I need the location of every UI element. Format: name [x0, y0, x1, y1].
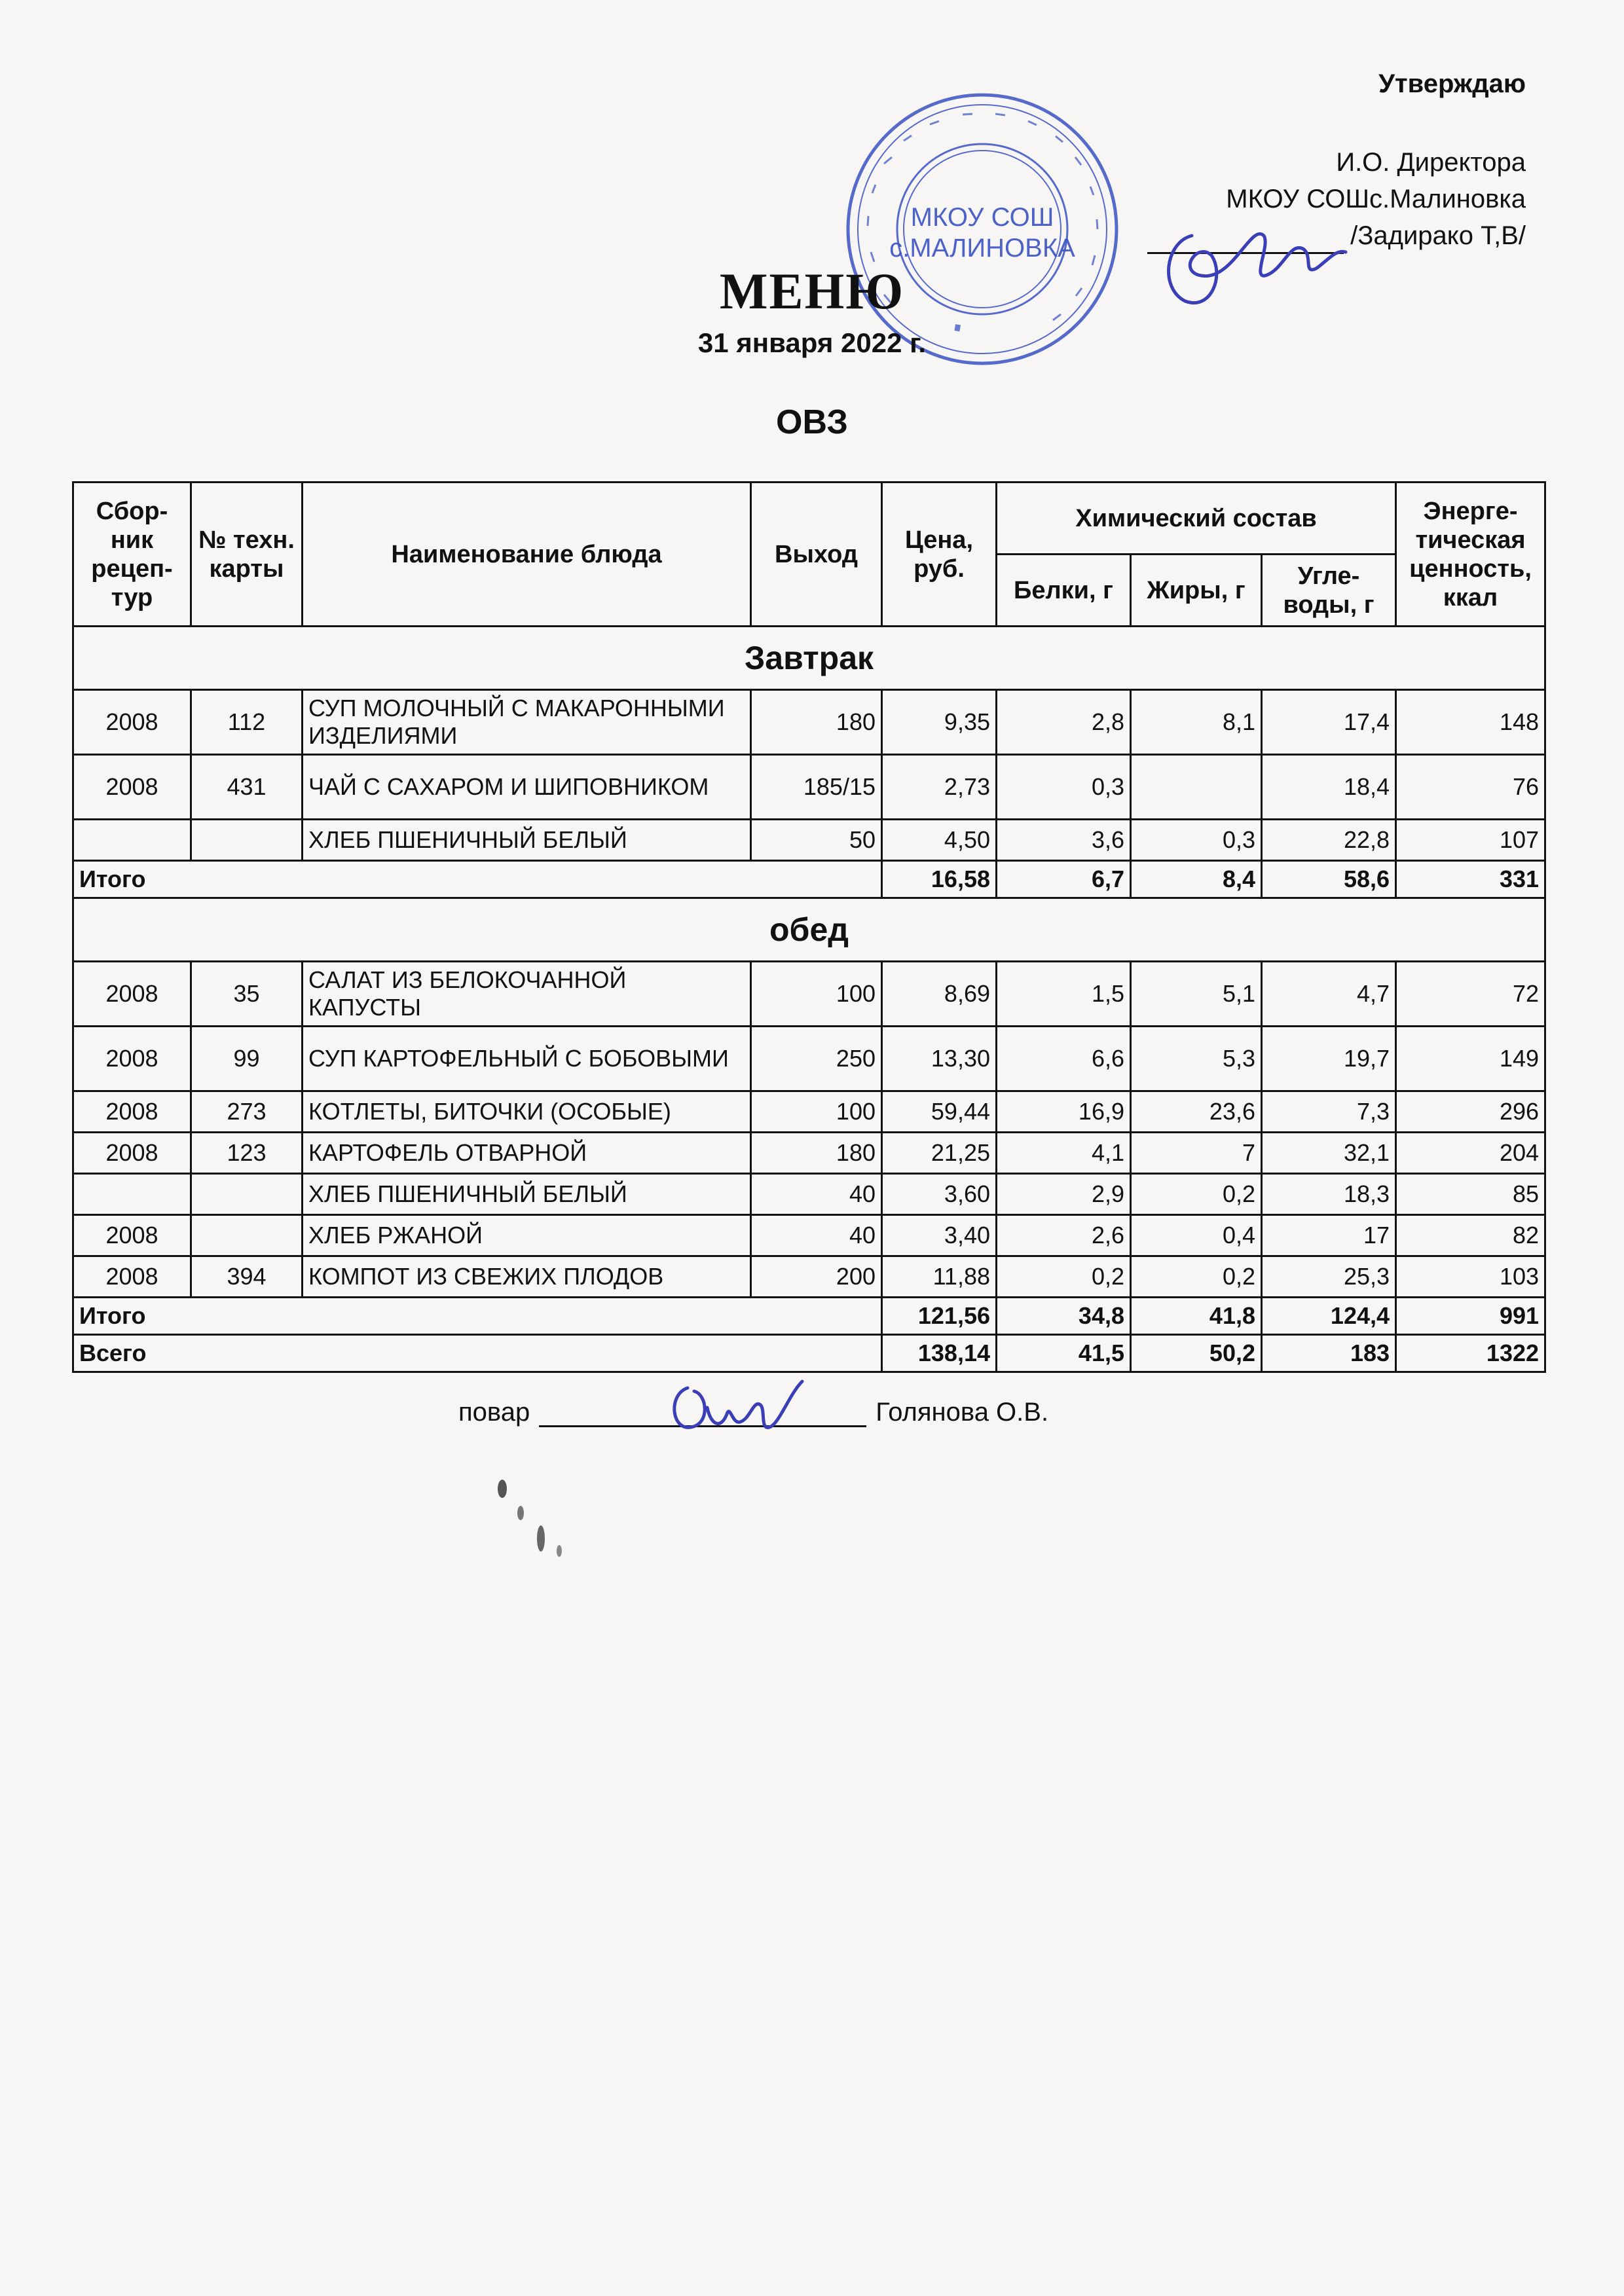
- cell-collection: 2008: [73, 1027, 191, 1091]
- cell-energy: 148: [1396, 690, 1545, 755]
- subtotal-price: 121,56: [882, 1298, 997, 1335]
- grand-total-price: 138,14: [882, 1335, 997, 1372]
- menu-table: [72, 481, 1546, 1373]
- scan-speck: [537, 1525, 545, 1552]
- approver-role: И.О. Директора: [1336, 148, 1526, 177]
- cell-name: КАРТОФЕЛЬ ОТВАРНОЙ: [303, 1133, 751, 1174]
- subtotal-label: Итого: [73, 861, 882, 898]
- table-row: [73, 1256, 1545, 1298]
- cell-output: 200: [751, 1256, 882, 1298]
- subtotal-energy: 331: [1396, 861, 1545, 898]
- subtotal-proteins: 6,7: [997, 861, 1131, 898]
- cell-price: 3,60: [882, 1174, 997, 1215]
- cell-energy: 107: [1396, 820, 1545, 861]
- cell-output: 250: [751, 1027, 882, 1091]
- cell-proteins: 2,8: [997, 690, 1131, 755]
- subtotal-fats: 41,8: [1131, 1298, 1262, 1335]
- cell-proteins: 4,1: [997, 1133, 1131, 1174]
- cell-price: 13,30: [882, 1027, 997, 1091]
- cell-collection: 2008: [73, 690, 191, 755]
- cell-proteins: 6,6: [997, 1027, 1131, 1091]
- cell-price: 8,69: [882, 962, 997, 1027]
- cell-proteins: 3,6: [997, 820, 1131, 861]
- table-row: [73, 690, 1545, 755]
- cell-name: САЛАТ ИЗ БЕЛОКОЧАННОЙ КАПУСТЫ: [303, 962, 751, 1027]
- cell-card: 273: [191, 1091, 303, 1133]
- table-row: [73, 962, 1545, 1027]
- table-row: [73, 820, 1545, 861]
- cell-energy: 296: [1396, 1091, 1545, 1133]
- section-title: Завтрак: [73, 627, 1545, 690]
- cell-proteins: 0,2: [997, 1256, 1131, 1298]
- cell-name: СУП КАРТОФЕЛЬНЫЙ С БОБОВЫМИ: [303, 1027, 751, 1091]
- approver-org: МКОУ СОШс.Малиновка: [1226, 185, 1526, 213]
- cell-energy: 85: [1396, 1174, 1545, 1215]
- approve-label: Утверждаю: [1378, 69, 1526, 98]
- approver-name: /Задирако Т,В/: [1350, 221, 1526, 250]
- cell-output: 40: [751, 1215, 882, 1256]
- subtotal-row: [73, 1298, 1545, 1335]
- cook-name: Голянова О.В.: [876, 1398, 1049, 1427]
- scan-speck: [517, 1506, 524, 1520]
- cell-price: 9,35: [882, 690, 997, 755]
- cell-carbs: 4,7: [1262, 962, 1396, 1027]
- grand-total-carbs: 183: [1262, 1335, 1396, 1372]
- grand-total-row: [73, 1335, 1545, 1372]
- cell-fats: 0,2: [1131, 1256, 1262, 1298]
- cell-output: 180: [751, 690, 882, 755]
- cell-collection: [73, 1174, 191, 1215]
- cell-collection: 2008: [73, 1215, 191, 1256]
- subtotal-carbs: 124,4: [1262, 1298, 1396, 1335]
- header-chemical: Химический состав: [997, 483, 1396, 555]
- cell-name: КОМПОТ ИЗ СВЕЖИХ ПЛОДОВ: [303, 1256, 751, 1298]
- subtotal-price: 16,58: [882, 861, 997, 898]
- header-price: Цена, руб.: [882, 483, 997, 627]
- cell-card: 123: [191, 1133, 303, 1174]
- subtotal-fats: 8,4: [1131, 861, 1262, 898]
- subtotal-carbs: 58,6: [1262, 861, 1396, 898]
- grand-total-proteins: 41,5: [997, 1335, 1131, 1372]
- cell-fats: 0,3: [1131, 820, 1262, 861]
- table-row: [73, 1215, 1545, 1256]
- cell-price: 59,44: [882, 1091, 997, 1133]
- cell-proteins: 2,6: [997, 1215, 1131, 1256]
- cell-energy: 82: [1396, 1215, 1545, 1256]
- cell-energy: 103: [1396, 1256, 1545, 1298]
- cell-collection: 2008: [73, 1091, 191, 1133]
- cell-name: КОТЛЕТЫ, БИТОЧКИ (ОСОБЫЕ): [303, 1091, 751, 1133]
- cell-carbs: 22,8: [1262, 820, 1396, 861]
- cell-fats: 23,6: [1131, 1091, 1262, 1133]
- cell-card: 394: [191, 1256, 303, 1298]
- cell-carbs: 18,3: [1262, 1174, 1396, 1215]
- table-row: [73, 755, 1545, 820]
- cell-output: 180: [751, 1133, 882, 1174]
- table-row: [73, 1027, 1545, 1091]
- header-dish-name: Наименование блюда: [303, 483, 751, 627]
- cell-output: 185/15: [751, 755, 882, 820]
- cell-collection: 2008: [73, 962, 191, 1027]
- cell-carbs: 17,4: [1262, 690, 1396, 755]
- cell-energy: 72: [1396, 962, 1545, 1027]
- cell-card: 35: [191, 962, 303, 1027]
- cook-label: повар: [458, 1398, 530, 1427]
- cell-name: ХЛЕБ РЖАНОЙ: [303, 1215, 751, 1256]
- header-card-number: № техн. карты: [191, 483, 303, 627]
- cell-price: 21,25: [882, 1133, 997, 1174]
- cell-card: 431: [191, 755, 303, 820]
- cook-signature: [661, 1368, 805, 1447]
- grand-total-energy: 1322: [1396, 1335, 1545, 1372]
- cell-collection: 2008: [73, 755, 191, 820]
- cell-name: СУП МОЛОЧНЫЙ С МАКАРОННЫМИ ИЗДЕЛИЯМИ: [303, 690, 751, 755]
- cell-output: 40: [751, 1174, 882, 1215]
- cell-proteins: 2,9: [997, 1174, 1131, 1215]
- cell-collection: 2008: [73, 1256, 191, 1298]
- header-proteins: Белки, г: [997, 555, 1131, 627]
- cell-fats: 7: [1131, 1133, 1262, 1174]
- subtotal-label: Итого: [73, 1298, 882, 1335]
- header-energy: Энерге-тическая ценность, ккал: [1396, 483, 1545, 627]
- scan-speck: [498, 1480, 507, 1498]
- cell-card: 112: [191, 690, 303, 755]
- section-title: обед: [73, 898, 1545, 962]
- cell-collection: 2008: [73, 1133, 191, 1174]
- header-carbs: Угле-воды, г: [1262, 555, 1396, 627]
- subtotal-row: [73, 861, 1545, 898]
- cell-output: 100: [751, 962, 882, 1027]
- cell-collection: [73, 820, 191, 861]
- menu-date: 31 января 2022 г.: [697, 327, 927, 358]
- cell-fats: 8,1: [1131, 690, 1262, 755]
- cell-card: [191, 820, 303, 861]
- cell-proteins: 1,5: [997, 962, 1131, 1027]
- header-fats: Жиры, г: [1131, 555, 1262, 627]
- seal-center-line1: МКОУ СОШ: [910, 203, 1054, 232]
- section-row: [73, 627, 1545, 690]
- cell-energy: 149: [1396, 1027, 1545, 1091]
- cell-proteins: 16,9: [997, 1091, 1131, 1133]
- page-title: МЕНЮ: [719, 263, 905, 319]
- cell-price: 11,88: [882, 1256, 997, 1298]
- cell-carbs: 7,3: [1262, 1091, 1396, 1133]
- cell-carbs: 19,7: [1262, 1027, 1396, 1091]
- cell-carbs: 25,3: [1262, 1256, 1396, 1298]
- cell-fats: 5,1: [1131, 962, 1262, 1027]
- table-row: [73, 1091, 1545, 1133]
- cell-carbs: 32,1: [1262, 1133, 1396, 1174]
- cell-proteins: 0,3: [997, 755, 1131, 820]
- grand-total-fats: 50,2: [1131, 1335, 1262, 1372]
- cell-output: 50: [751, 820, 882, 861]
- cell-name: ХЛЕБ ПШЕНИЧНЫЙ БЕЛЫЙ: [303, 1174, 751, 1215]
- table-body: [73, 627, 1545, 1372]
- cell-fats: 5,3: [1131, 1027, 1262, 1091]
- table-row: [73, 1133, 1545, 1174]
- subtotal-energy: 991: [1396, 1298, 1545, 1335]
- cell-name: ЧАЙ С САХАРОМ И ШИПОВНИКОМ: [303, 755, 751, 820]
- cell-price: 3,40: [882, 1215, 997, 1256]
- header-collection: Сбор-ник рецеп-тур: [73, 483, 191, 627]
- cell-fats: 0,2: [1131, 1174, 1262, 1215]
- cell-price: 4,50: [882, 820, 997, 861]
- scan-speck: [557, 1545, 562, 1557]
- grand-total-label: Всего: [73, 1335, 882, 1372]
- cell-carbs: 18,4: [1262, 755, 1396, 820]
- cell-energy: 204: [1396, 1133, 1545, 1174]
- cell-card: [191, 1174, 303, 1215]
- subtotal-proteins: 34,8: [997, 1298, 1131, 1335]
- cell-card: [191, 1215, 303, 1256]
- cell-price: 2,73: [882, 755, 997, 820]
- cell-fats: 0,4: [1131, 1215, 1262, 1256]
- cell-energy: 76: [1396, 755, 1545, 820]
- menu-category: ОВЗ: [776, 403, 848, 441]
- table-row: [73, 1174, 1545, 1215]
- seal-center-line2: с.МАЛИНОВКА: [889, 234, 1075, 263]
- cell-fats: [1131, 755, 1262, 820]
- cell-name: ХЛЕБ ПШЕНИЧНЫЙ БЕЛЫЙ: [303, 820, 751, 861]
- cell-carbs: 17: [1262, 1215, 1396, 1256]
- section-row: [73, 898, 1545, 962]
- cell-output: 100: [751, 1091, 882, 1133]
- header-output: Выход: [751, 483, 882, 627]
- cell-card: 99: [191, 1027, 303, 1091]
